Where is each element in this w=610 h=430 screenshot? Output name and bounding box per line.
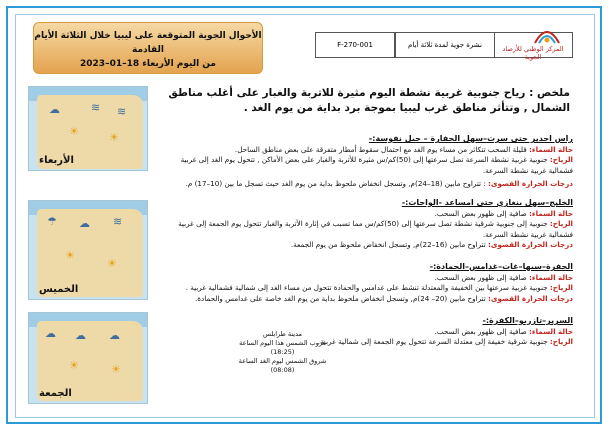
title-line-1: الأحوال الجوية المتوقعة على ليبيا خلال الثلاثة الأيام القادمة [34,31,262,55]
form-code-box [315,32,395,58]
sky-text: صافية إلى ظهور بعض السحب. [434,272,530,282]
region-section-east [160,198,573,251]
temp-label: درجات الحرارة القصوى: [488,240,573,249]
forecast-map-day1 [28,86,148,171]
wind-text: جنوبية شرقية خفيفة إلى معتدلة السرعة تتحول يوم الجمعة إلى شمالية غربية. [317,337,550,346]
cloud-icon: ☁ [49,103,60,116]
sun-icon: ☀ [111,363,121,376]
sky-label: حالة السماء: [529,144,573,154]
region-section-kufra [160,316,573,348]
forecast-map-day2 [28,200,148,300]
region-section-west [160,134,573,190]
region-title: السرير–تازربو–الكفرة:- [482,316,573,325]
wind-text: جنوبية إلى جنوبية شرقية نشطة تصل سرعتها إلى (50)كم/س مما تسبب في إثارة الأتربة والغبار تتحول يوم الجمعة إلى غربية فشمالية غربية نشطة السرعة. [178,219,573,239]
region-title: الخليج–سهل بنغازي حتى امساعد -الواحات:- [401,198,573,207]
sun-icon: ☀ [69,359,79,372]
forecast-map-day3 [28,312,148,404]
doc-name: نشرة جوية لمدة ثلاثة أيام [408,41,482,49]
wind-label: الرياح: [549,337,573,346]
sun-icon: ☀ [65,249,75,262]
cloud-icon: ☁ [45,327,56,340]
region-section-south [160,262,573,304]
sky-label: حالة السماء: [529,208,573,218]
sun-icon: ☀ [107,257,117,270]
map-day-label: الأربعاء [39,155,74,166]
sky-text: صافية إلى ظهور بعض السحب. [434,208,530,218]
center-name: المركز الوطني للأرصاد الجوية [502,45,564,61]
summary-text: ملخص : رياح جنوبية غربية نشطة اليوم مثيرة للاتربة والغبار على أغلب مناطق الشمال , وتتأثر مناطق غرب ليبيا بموجة برد بداية من يوم الغد . [168,87,570,114]
wind-text: جنوبية غربية سرعتها بين الخفيفة والمعتدلة تنشط على غدامس والحمادة تتحول من مساء الغد إلى شمالية فشمالية غربية . [185,283,550,292]
temp-text: : تتراوح مابين (18–24)م, وتسجل انخفاض ملحوظ بداية من يوم الغد حيث تسجل ما بين (10–17) م. [185,179,489,188]
wind-text: جنوبية غربية نشطة السرعة تصل سرعتها إلى (50)كم/س مثيرة للأتربة والغبار على بعض الأماكن , تتحول يوم الغد إلى غربية فشمالية غربية نشطة السرعة. [180,155,573,175]
region-title: راس اجدير حتى سرت–سهل الجفارة – جبل نفوسة:- [368,134,573,143]
region-title: الجفرة–سبها–غات–غدامس–الحمادة:- [429,262,573,271]
title-line-2: من اليوم الأربعاء 18–01–2023 [80,59,216,69]
cloud-icon: ☁ [75,329,86,342]
map-day-label: الجمعة [39,388,72,399]
wind-dust-icon: ≋ [117,105,127,118]
wind-label: الرياح: [549,219,573,228]
cloud-icon: ☁ [79,217,90,230]
doc-name-box [395,32,495,58]
form-code: F-270-001 [337,41,373,49]
wind-dust-icon: ≋ [113,215,123,228]
temp-text: تتراوح مابين (20– 24)م, وتسجل انخفاض ملحوظ بداية من يوم الغد خاصة على غدامس والحمادة. [194,293,489,303]
temp-label: درجات الحرارة القصوى: [488,179,573,188]
bulletin-title [33,22,263,74]
wind-label: الرياح: [549,155,573,164]
sunset-time: غروب الشمس هذا اليوم الساعة (18:25) [239,339,326,356]
sun-icon: ☀ [109,131,119,144]
temp-text: تتراوح مابين (16–22)م, وتسجل انخفاض ملحوظ من يوم الجمعة. [290,240,489,249]
met-center-logo-icon [532,25,562,47]
cloud-rain-icon: ☂ [47,215,57,228]
sunrise-time: شروق الشمس ليوم الغد الساعة (08:08) [238,357,327,374]
sun-times [230,330,335,375]
wind-dust-icon: ≋ [91,101,101,114]
sun-icon: ☀ [69,125,79,138]
sky-text: قليلة السحب تتكاثر من مساء يوم الغد مع احتمال سقوط أمطار متفرقة على بعض مناطق الساحل. [234,144,530,154]
sun-city: مدينة طرابلس [262,330,303,338]
cloud-icon: ☁ [109,329,120,342]
sky-label: حالة السماء: [529,326,573,336]
sky-label: حالة السماء: [529,272,573,282]
wind-label: الرياح: [549,283,573,292]
sky-text: صافية إلى ظهور بعض السحب. [434,326,530,336]
temp-label: درجات الحرارة القصوى: [488,293,573,303]
map-day-label: الخميس [39,284,79,295]
